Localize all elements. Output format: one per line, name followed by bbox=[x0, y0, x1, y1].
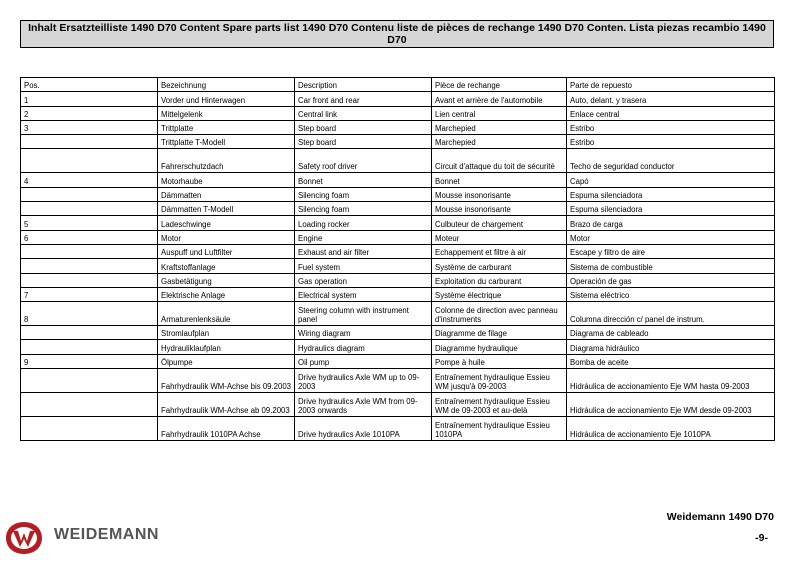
table-row bbox=[21, 340, 775, 354]
table-cell: Diagramme hydraulique bbox=[432, 340, 567, 354]
table-cell: Echappement et filtre à air bbox=[432, 244, 567, 258]
table-cell: Car front and rear bbox=[295, 92, 432, 106]
table-cell: Operación de gas bbox=[567, 273, 775, 287]
table-row bbox=[21, 354, 775, 368]
table-cell: Entraînement hydraulique Essieu WM jusqu'à 09-2003 bbox=[432, 369, 567, 393]
table-cell: Enlace central bbox=[567, 106, 775, 120]
table-cell: Engine bbox=[295, 230, 432, 244]
table-row bbox=[21, 393, 775, 417]
table-cell bbox=[21, 326, 158, 340]
table-cell: Bomba de aceite bbox=[567, 354, 775, 368]
table-cell: Mousse insonorisante bbox=[432, 202, 567, 216]
table-row bbox=[21, 173, 775, 187]
table-cell: Système électrique bbox=[432, 287, 567, 301]
table-cell: Pompe à huile bbox=[432, 354, 567, 368]
table-cell: Bonnet bbox=[295, 173, 432, 187]
table-cell: Marchepied bbox=[432, 135, 567, 149]
table-cell: Step board bbox=[295, 120, 432, 134]
table-cell: 9 bbox=[21, 354, 158, 368]
table-cell: Colonne de direction avec panneau d'instruments bbox=[432, 302, 567, 326]
table-cell: Motorhaube bbox=[158, 173, 295, 187]
table-cell: Estribo bbox=[567, 120, 775, 134]
table-cell: Silencing foam bbox=[295, 202, 432, 216]
table-cell: Sistema de combustible bbox=[567, 259, 775, 273]
table-row bbox=[21, 369, 775, 393]
table-row bbox=[21, 216, 775, 230]
table-cell: Elektrische Anlage bbox=[158, 287, 295, 301]
table-cell: Entraînement hydraulique Essieu 1010PA bbox=[432, 417, 567, 441]
table-row bbox=[21, 230, 775, 244]
table-cell: Step board bbox=[295, 135, 432, 149]
table-cell: Bezeichnung bbox=[158, 78, 295, 92]
table-cell: Drive hydraulics Axle WM from 09-2003 onwards bbox=[295, 393, 432, 417]
table-cell: Stromlaufplan bbox=[158, 326, 295, 340]
table-cell: Mittelgelenk bbox=[158, 106, 295, 120]
table-cell: Dämmatten bbox=[158, 187, 295, 201]
table-row bbox=[21, 120, 775, 134]
table-cell: Dämmatten T-Modell bbox=[158, 202, 295, 216]
table-cell bbox=[21, 149, 158, 173]
table-cell: Drive hydraulics Axle 1010PA bbox=[295, 417, 432, 441]
table-cell: Pos. bbox=[21, 78, 158, 92]
table-cell: Steering column with instrument panel bbox=[295, 302, 432, 326]
table-cell bbox=[21, 135, 158, 149]
table-cell: Circuit d'attaque du toit de sécurité bbox=[432, 149, 567, 173]
table-row bbox=[21, 287, 775, 301]
table-cell: Columna dirección c/ panel de instrum. bbox=[567, 302, 775, 326]
table-cell: Ladeschwinge bbox=[158, 216, 295, 230]
table-header-row bbox=[21, 78, 775, 92]
table-cell: 3 bbox=[21, 120, 158, 134]
table-cell: Loading rocker bbox=[295, 216, 432, 230]
table-cell: Estribo bbox=[567, 135, 775, 149]
table-cell: Hidráulica de accionamiento Eje 1010PA bbox=[567, 417, 775, 441]
table-cell: Parte de repuesto bbox=[567, 78, 775, 92]
table-cell: 5 bbox=[21, 216, 158, 230]
table-row bbox=[21, 187, 775, 201]
table-row bbox=[21, 417, 775, 441]
table-cell: Marchepied bbox=[432, 120, 567, 134]
table-cell: Hydrauliklaufplan bbox=[158, 340, 295, 354]
table-cell: Hidráulica de accionamiento Eje WM hasta 09-2003 bbox=[567, 369, 775, 393]
table-cell: Description bbox=[295, 78, 432, 92]
table-cell: Système de carburant bbox=[432, 259, 567, 273]
table-cell: Trittplatte bbox=[158, 120, 295, 134]
table-cell: Techo de seguridad conductor bbox=[567, 149, 775, 173]
table-cell: Central link bbox=[295, 106, 432, 120]
table-cell: Motor bbox=[567, 230, 775, 244]
table-cell: Silencing foam bbox=[295, 187, 432, 201]
table-cell bbox=[21, 369, 158, 393]
table-cell: Escape y filtro de aire bbox=[567, 244, 775, 258]
table-cell: Fahrerschutzdach bbox=[158, 149, 295, 173]
table-cell: Trittplatte T-Modell bbox=[158, 135, 295, 149]
table-cell: Capó bbox=[567, 173, 775, 187]
table-cell: Diagramme de filage bbox=[432, 326, 567, 340]
table-cell: Mousse insonorisante bbox=[432, 187, 567, 201]
table-cell: Safety roof driver bbox=[295, 149, 432, 173]
table-row bbox=[21, 92, 775, 106]
table-cell: Culbuteur de chargement bbox=[432, 216, 567, 230]
table-cell: Electrical system bbox=[295, 287, 432, 301]
table-cell: Auto, delant. y trasera bbox=[567, 92, 775, 106]
table-cell bbox=[21, 187, 158, 201]
table-cell: Brazo de carga bbox=[567, 216, 775, 230]
parts-table bbox=[20, 77, 775, 441]
table-cell: Sistema eléctrico bbox=[567, 287, 775, 301]
table-cell bbox=[21, 202, 158, 216]
table-cell: Espuma silenciadora bbox=[567, 202, 775, 216]
table-cell: 7 bbox=[21, 287, 158, 301]
table-cell: Motor bbox=[158, 230, 295, 244]
table-cell: Pièce de rechange bbox=[432, 78, 567, 92]
page-number: -9- bbox=[755, 532, 768, 544]
document-title: Inhalt Ersatzteilliste 1490 D70 Content Spare parts list 1490 D70 Contenu liste de pièces de rechange 1490 D70 Conten. Lista piezas recambio 1490 D70 bbox=[20, 20, 774, 48]
table-row bbox=[21, 135, 775, 149]
brand-name: WEIDEMANN bbox=[54, 526, 159, 543]
table-cell: Vorder und Hinterwagen bbox=[158, 92, 295, 106]
table-cell: Gasbetätigung bbox=[158, 273, 295, 287]
table-cell bbox=[21, 273, 158, 287]
table-cell: Ölpumpe bbox=[158, 354, 295, 368]
table-cell: Wiring diagram bbox=[295, 326, 432, 340]
table-row bbox=[21, 273, 775, 287]
table-cell: 4 bbox=[21, 173, 158, 187]
table-cell: Kraftstoffanlage bbox=[158, 259, 295, 273]
table-row bbox=[21, 326, 775, 340]
table-cell: Fahrhydraulik 1010PA Achse bbox=[158, 417, 295, 441]
table-row bbox=[21, 106, 775, 120]
table-cell: Fuel system bbox=[295, 259, 432, 273]
table-cell: Moteur bbox=[432, 230, 567, 244]
table-cell: Hydraulics diagram bbox=[295, 340, 432, 354]
table-row bbox=[21, 259, 775, 273]
table-cell: 2 bbox=[21, 106, 158, 120]
table-cell: Entraînement hydraulique Essieu WM de 09-2003 et au-delà bbox=[432, 393, 567, 417]
table-cell: 6 bbox=[21, 230, 158, 244]
table-cell: Espuma silenciadora bbox=[567, 187, 775, 201]
table-row bbox=[21, 202, 775, 216]
table-cell: 8 bbox=[21, 302, 158, 326]
model-label: Weidemann 1490 D70 bbox=[666, 511, 774, 523]
table-row bbox=[21, 302, 775, 326]
table-cell bbox=[21, 417, 158, 441]
weidemann-logo-icon bbox=[4, 520, 44, 556]
table-cell: Diagrama de cableado bbox=[567, 326, 775, 340]
table-cell: Fahrhydraulik WM-Achse bis 09.2003 bbox=[158, 369, 295, 393]
table-cell: Oil pump bbox=[295, 354, 432, 368]
table-cell: Exhaust and air filter bbox=[295, 244, 432, 258]
table-cell: Lien central bbox=[432, 106, 567, 120]
table-cell: Gas operation bbox=[295, 273, 432, 287]
table-row bbox=[21, 244, 775, 258]
table-cell: 1 bbox=[21, 92, 158, 106]
table-cell: Auspuff und Luftfilter bbox=[158, 244, 295, 258]
table-cell bbox=[21, 393, 158, 417]
table-cell bbox=[21, 244, 158, 258]
table-cell: Avant et arrière de l'automobile bbox=[432, 92, 567, 106]
table-cell: Fahrhydraulik WM-Achse ab 09.2003 bbox=[158, 393, 295, 417]
table-cell: Bonnet bbox=[432, 173, 567, 187]
table-cell: Hidráulica de accionamiento Eje WM desde 09-2003 bbox=[567, 393, 775, 417]
table-cell: Diagrama hidráulico bbox=[567, 340, 775, 354]
table-cell bbox=[21, 259, 158, 273]
table-cell: Drive hydraulics Axle WM up to 09-2003 bbox=[295, 369, 432, 393]
table-row bbox=[21, 149, 775, 173]
table-cell bbox=[21, 340, 158, 354]
table-cell: Armaturenlenksäule bbox=[158, 302, 295, 326]
table-cell: Exploitation du carburant bbox=[432, 273, 567, 287]
